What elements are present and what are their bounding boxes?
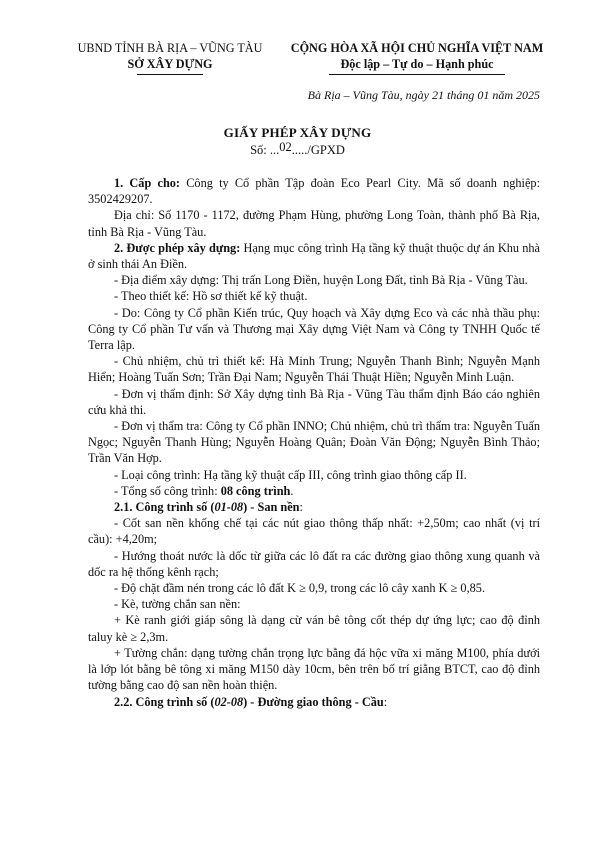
department-name: SỞ XÂY DỰNG: [127, 57, 213, 71]
list-item: - Kè, tường chắn san nền:: [114, 597, 241, 612]
heading-2-1: [88, 499, 540, 515]
motto-underline: [329, 74, 505, 75]
heading-2-1-prefix: 2.1. Công trình số (: [114, 500, 215, 515]
number-prefix: Số: ...: [250, 143, 280, 157]
paragraph-verification: - Đơn vị thẩm tra: Công ty Cổ phần INNO; Chủ nhiệm, chủ trì thẩm tra: Nguyễn Tuấn Ngọc; Nguyễn Thanh Hùng; Nguyễn Hoàng Quân; Đoàn Văn Động; Nguyễn Bình Thảo; Trần Văn Hợp.: [88, 419, 540, 466]
paragraph-designers: - Chủ nhiệm, chủ trì thiết kế: Hà Minh Trung; Nguyễn Thanh Bình; Nguyễn Mạnh Hiển; Hoàng Tuấn Sơn; Trần Đại Nam; Nguyễn Thái Thuật Hiền; Nguyễn Minh Luận.: [88, 354, 540, 385]
place-and-date: [270, 88, 540, 103]
paragraph-location: - Địa điểm xây dựng: Thị trấn Long Điền, huyện Long Đất, tỉnh Bà Rịa - Vũng Tàu.: [114, 273, 528, 288]
heading-2-2-colon: :: [383, 694, 388, 709]
document-body: [88, 175, 540, 710]
paragraph-permitted: [88, 240, 540, 272]
paragraph-address: Địa chỉ: Số 1170 - 1172, đường Phạm Hùng, phường Long Toàn, thành phố Bà Rịa, tỉnh Bà Rịa - Vũng Tàu.: [88, 208, 540, 239]
section-1-text: Công ty Cổ phần Tập đoàn Eco Pearl City. Mã số doanh nghiệp: 3502429207.: [88, 176, 540, 207]
total-value: 08 công trình: [220, 483, 291, 498]
section-2-text: Hạng mục công trình Hạ tầng kỹ thuật thuộc dự án Khu nhà ở sinh thái An Điền.: [88, 240, 540, 272]
list-item: - Độ chặt đầm nén trong các lô đất K ≥ 0,9, trong các lô cây xanh K ≥ 0,85.: [114, 581, 486, 596]
heading-2-1-suffix: ) - San nền: [243, 500, 300, 515]
section-2-label: 2. Được phép xây dựng:: [114, 240, 241, 255]
paragraph-work-type: - Loại công trình: Hạ tầng kỹ thuật cấp III, công trình giao thông cấp II.: [114, 467, 467, 482]
date-day: 21: [432, 88, 444, 102]
heading-2-2-suffix: ) - Đường giao thông - Cầu: [243, 694, 384, 709]
list-item: - Hướng thoát nước là dốc từ giữa các lô đất ra các đường giao thông xung quanh và dốc ra hệ thống kênh rạch;: [88, 548, 540, 579]
total-suffix: .: [290, 483, 294, 498]
heading-2-1-colon: :: [299, 500, 303, 515]
authority-underline: [137, 74, 203, 75]
paragraph-issued-to: [88, 175, 540, 207]
list-item: - Cốt san nền khống chế tại các nút giao thông thấp nhất: +2,50m; cao nhất (vị trí cầu): +4,20m;: [88, 516, 540, 547]
paragraph-prepared-by: - Do: Công ty Cổ phần Kiến trúc, Quy hoạch và Xây dựng Eco và các nhà thầu phụ: Công ty Cổ phần Tư vấn và Thương mại Xây dựng Việt Nam và Công ty TNHH Quốc tế Terra lập.: [88, 305, 540, 353]
list-item: + Tường chắn: dạng tường chắn trọng lực bằng đá hộc vữa xi măng M100, phía dưới là lớp lót bằng bê tông xi măng M150 dày 10cm, bên trên bố trí giằng BTCT, cao độ đỉnh tường bằng cao độ san nền hoàn thiện.: [88, 645, 540, 693]
document-title: GIẤY PHÉP XÂY DỰNG: [223, 125, 372, 140]
heading-2-1-number: 01-08: [214, 500, 244, 515]
number-suffix: ...../GPXD: [291, 143, 345, 157]
paragraph-design: - Theo thiết kế: Hồ sơ thiết kế kỹ thuật.: [114, 289, 308, 304]
issuing-authority: [70, 40, 270, 75]
paragraph-appraisal: - Đơn vị thẩm định: Sở Xây dựng tỉnh Bà Rịa - Vũng Tàu thẩm định Báo cáo nghiên cứu khả thi.: [88, 386, 540, 417]
date-prefix: Bà Rịa – Vũng Tàu, ngày: [307, 88, 432, 102]
total-prefix: - Tổng số công trình:: [114, 483, 221, 498]
national-motto: [272, 40, 562, 75]
date-suffix: tháng 01 năm 2025: [444, 88, 540, 102]
document-number: [0, 140, 595, 158]
number-value: 02: [279, 140, 292, 154]
heading-2-2: [88, 694, 540, 710]
paragraph-total-works: [88, 483, 540, 499]
heading-2-2-number: 02-08: [214, 694, 244, 709]
motto: Độc lập – Tự do – Hạnh phúc: [340, 57, 494, 71]
section-1-label: 1. Cấp cho:: [114, 176, 181, 190]
authority-name: UBND TỈNH BÀ RỊA – VŨNG TÀU: [77, 41, 263, 55]
nation-name: CỘNG HÒA XÃ HỘI CHỦ NGHĨA VIỆT NAM: [290, 41, 544, 55]
heading-2-2-prefix: 2.2. Công trình số (: [114, 694, 215, 709]
list-item: + Kè ranh giới giáp sông là dạng cừ ván bê tông cốt thép dự ứng lực; cao độ đỉnh taluy kè ≥ 2,3m.: [88, 613, 540, 644]
